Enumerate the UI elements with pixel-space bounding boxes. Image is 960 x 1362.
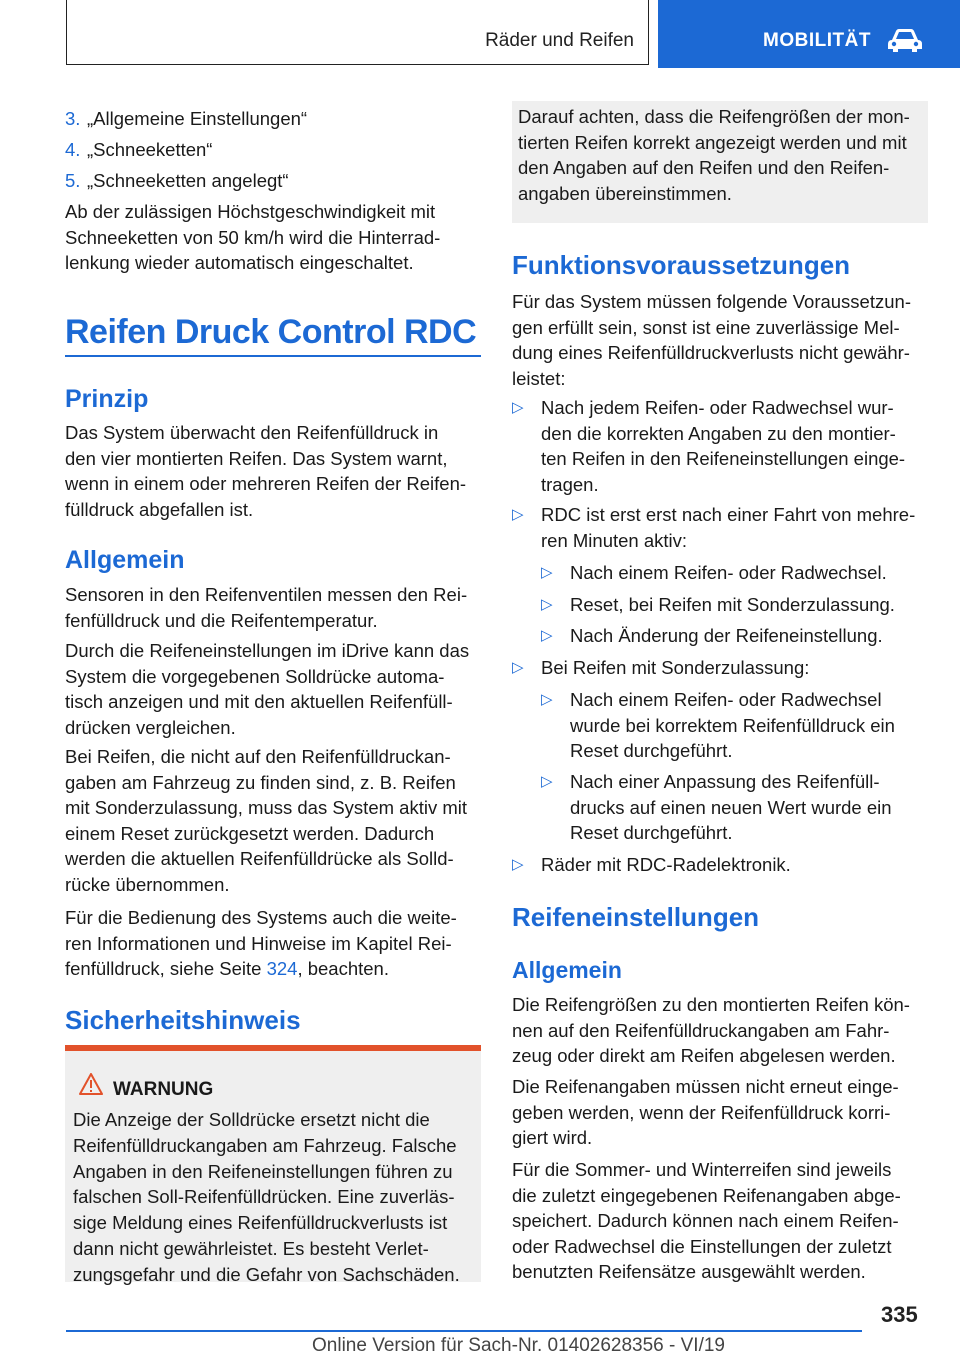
bullet-triangle-icon: ▷ <box>541 627 553 644</box>
paragraph: Für die Sommer- und Winterreifen sind jeweils die zuletzt eingegebenen Reifenangaben abge‐ speichert. Dadurch können nach einem Reifen‐ oder Radwechsel die Einstellungen der zuletzt benutzten Reifensätze ausgewählt werden. <box>512 1159 901 1283</box>
list-item: 5. „Schneeketten angelegt“ <box>65 170 289 191</box>
paragraph: Das System überwacht den Reifenfülldruck in den vier montierten Reifen. Das System warnt, wenn in einem oder mehreren Reifen der Reifen‐ fülldruck abgefallen ist. <box>65 422 467 520</box>
paragraph: Die Reifengrößen zu den montierten Reifen kön‐ nen auf den Reifenfülldruckangaben am Fahr‐ zeug oder direkt am Reifen abgelesen werden. <box>512 994 910 1067</box>
heading-sicherheitshinweis: Sicherheitshinweis <box>65 1005 301 1035</box>
header-section-tab <box>66 0 649 65</box>
warning-box <box>65 1045 481 1285</box>
heading-allgemein-2: Allgemein <box>512 957 622 983</box>
header-section-title: Räder und Reifen <box>485 30 634 51</box>
bullet-triangle-icon: ▷ <box>541 564 553 581</box>
header-chapter-tab[interactable] <box>658 0 960 68</box>
warning-icon <box>79 1073 103 1095</box>
header-chapter-title: MOBILITÄT <box>763 30 871 51</box>
info-text: Darauf achten, dass die Reifengrößen der mon‐ tierten Reifen korrekt angezeigt werden und mit den Angaben auf den Reifen und den Reifen‐ angaben übereinstimmen. <box>518 106 910 204</box>
footer-rule <box>66 1330 862 1332</box>
paragraph: Bei Reifen, die nicht auf den Reifenfülldruckan‐ gaben am Fahrzeug zu finden sind, z. B. Reifen mit Sonderzulassung, muss das System aktiv mit einem Reset zurückgesetzt werden. Dadurch werden die aktuellen Reifenfülldrücke als Solld‐ rücke übernommen. <box>65 746 468 895</box>
heading-prinzip: Prinzip <box>65 385 149 413</box>
car-icon <box>886 28 924 54</box>
list-item: 3. „Allgemeine Einstellungen“ <box>65 108 308 129</box>
bullet-triangle-icon: ▷ <box>512 659 524 676</box>
paragraph: Die Reifenangaben müssen nicht erneut einge‐ geben werden, wenn der Reifenfülldruck korri‐ giert wird. <box>512 1076 899 1149</box>
footer-text: Online Version für Sach-Nr. 01402628356 - VI/19 <box>312 1335 725 1356</box>
bullet-triangle-icon: ▷ <box>512 506 524 523</box>
paragraph: Durch die Reifeneinstellungen im iDrive kann das System die vorgegebenen Solldrücke automa‐ tisch anzeigen und mit den aktuellen Reifenfüll‐ drücken vergleichen. <box>65 640 470 738</box>
warning-title: WARNUNG <box>113 1079 214 1100</box>
heading-allgemein: Allgemein <box>65 546 185 574</box>
bullet-triangle-icon: ▷ <box>512 399 524 416</box>
heading-rule <box>65 355 481 357</box>
warning-text: Die Anzeige der Solldrücke ersetzt nicht die Reifenfülldruckangaben am Fahrzeug. Falsche Angaben in den Reifeneinstellungen führen zu falschen Soll-Reifenfülldrücken. Eine zuverläs‐ sige Meldung eines Reifenfülldruckverlusts ist dann nicht gewährleistet. Es besteht Verlet‐ zungsgefahr und die Gefahr von Sachschäden. <box>73 1109 460 1285</box>
bullet-triangle-icon: ▷ <box>541 773 553 790</box>
paragraph: Für die Bedienung des Systems auch die weite‐ ren Informationen und Hinweise im Kapitel Rei‐ fenfülldruck, siehe Seite 324, beachten. <box>65 907 457 980</box>
info-box <box>512 101 928 223</box>
bullet-triangle-icon: ▷ <box>512 856 524 873</box>
bullet-triangle-icon: ▷ <box>541 691 553 708</box>
paragraph: Ab der zulässigen Höchstgeschwindigkeit mit Schneeketten von 50 km/h wird die Hinterrad‐ lenkung wieder automatisch eingeschaltet. <box>65 201 441 274</box>
page-number: 335 <box>881 1302 918 1327</box>
heading-funktionsvoraussetzungen: Funktionsvoraussetzungen <box>512 250 851 280</box>
paragraph: Sensoren in den Reifenventilen messen den Rei‐ fenfülldruck und die Reifentemperatur. <box>65 584 468 631</box>
page-link[interactable]: 324 <box>266 958 298 980</box>
main-heading: Reifen Druck Control RDC <box>65 313 477 351</box>
list-item: 4. „Schneeketten“ <box>65 139 213 160</box>
heading-reifeneinstellungen: Reifeneinstellungen <box>512 902 760 932</box>
paragraph: Für das System müssen folgende Voraussetzun‐ gen erfüllt sein, sonst ist eine zuverlässige Mel‐ dung eines Reifenfülldruckverlusts nicht gewähr‐ leistet: <box>512 291 911 389</box>
bullet-triangle-icon: ▷ <box>541 596 553 613</box>
